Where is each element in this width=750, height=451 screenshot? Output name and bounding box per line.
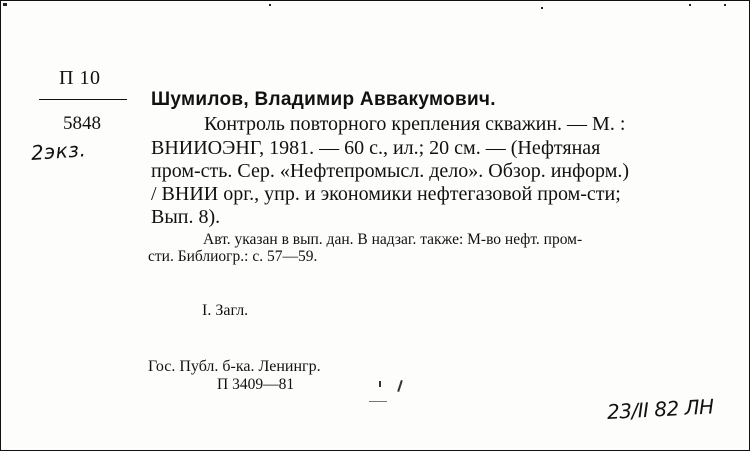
call-number: 5848 (63, 113, 101, 134)
note-line: Авт. указан в вып. дан. В надзаг. также: М-во нефт. пром- (203, 231, 583, 248)
call-number-divider (39, 99, 127, 100)
call-classification: П 10 (59, 67, 101, 89)
handwritten-copies-note: 2экз. (30, 137, 87, 165)
note-line: сти. Библиогр.: с. 57—59. (148, 248, 318, 265)
pencil-mark (369, 401, 387, 402)
description-line: ВНИИОЭНГ, 1981. — 60 с., ил.; 20 см. — (Нефтяная (151, 137, 601, 159)
description-line: Контроль повторного крепления скважин. — М. : (204, 113, 626, 135)
card-edge-specks (1, 1, 749, 11)
pencil-mark (379, 381, 381, 387)
handwritten-date: 23/II 82 ЛН (606, 394, 715, 424)
pencil-mark (397, 380, 403, 392)
description-line: пром-сть. Сер. «Нефтепромысл. дело». Обзор. информ.) (151, 160, 630, 182)
library-name: Гос. Публ. б-ка. Ленингр. (148, 358, 321, 375)
description-line: Вып. 8). (151, 206, 221, 228)
description-line: / ВНИИ орг., упр. и экономики нефтегазовой пром-сти; (151, 183, 621, 205)
card-number: П 3409—81 (217, 376, 295, 393)
author-heading: Шумилов, Владимир Аввакумович. (151, 89, 496, 110)
subject-heading: I. Загл. (202, 302, 249, 319)
